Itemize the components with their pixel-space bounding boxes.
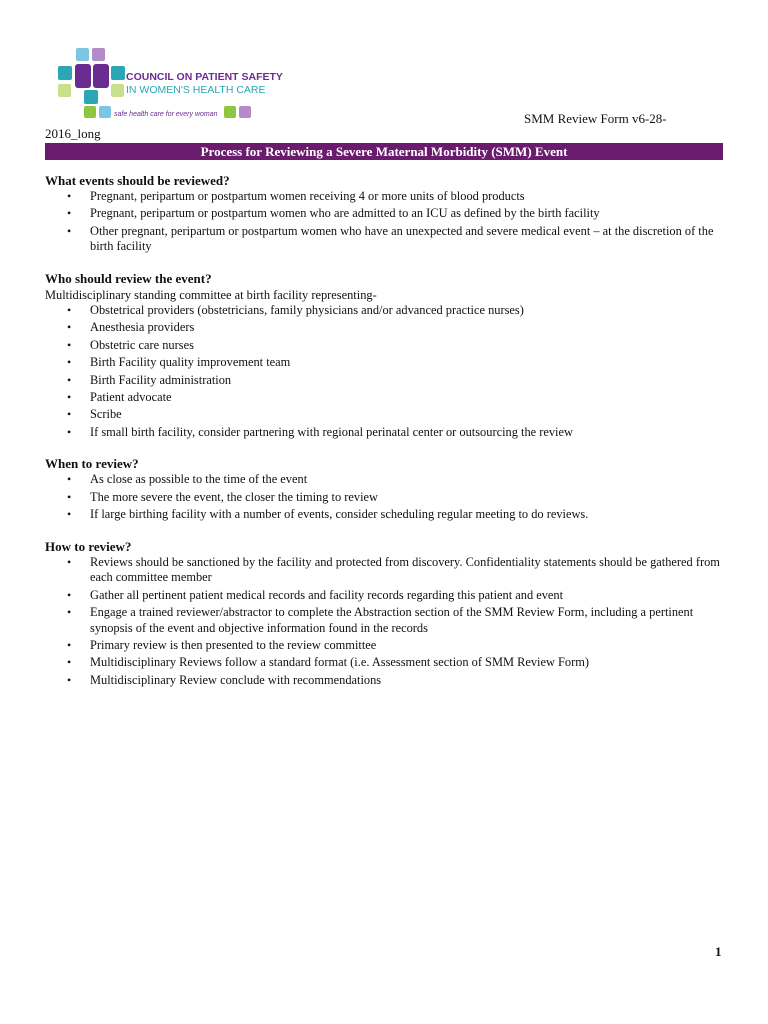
- section-intro: Multidisciplinary standing committee at birth facility representing-: [45, 287, 377, 302]
- list-item: • Multidisciplinary Reviews follow a standard format (i.e. Assessment section of SMM Review Form): [45, 655, 725, 671]
- list-item: • Anesthesia providers: [45, 320, 725, 336]
- list-item: • Other pregnant, peripartum or postpartum women who have an unexpected and severe medical event – at the discretion of the birth facility: [45, 224, 725, 255]
- logo-tagline: safe health care for every woman: [114, 111, 218, 118]
- list-item: • Obstetrical providers (obstetricians, family physicians and/or advanced practice nurses): [45, 303, 725, 319]
- bullet-list: [45, 472, 725, 522]
- list-item: • Gather all pertinent patient medical records and facility records regarding this patient and event: [45, 588, 725, 604]
- logo-line1: COUNCIL ON PATIENT SAFETY: [126, 71, 283, 83]
- bullet-list: [45, 555, 725, 689]
- section-what-events: [45, 173, 725, 255]
- list-item: • If large birthing facility with a number of events, consider scheduling regular meeting to do reviews.: [45, 507, 725, 523]
- list-item: • Scribe: [45, 407, 725, 423]
- section-heading: What events should be reviewed?: [45, 173, 230, 188]
- bullet-list: [45, 303, 725, 440]
- list-item: • Engage a trained reviewer/abstractor to complete the Abstraction section of the SMM Review Form, including a pertinent synopsis of the event and objective information found in the records: [45, 605, 725, 636]
- list-item: • Pregnant, peripartum or postpartum women who are admitted to an ICU as defined by the birth facility: [45, 206, 725, 222]
- list-item: • Primary review is then presented to the review committee: [45, 638, 725, 654]
- list-item: • Birth Facility quality improvement team: [45, 355, 725, 371]
- council-logo: [54, 46, 284, 122]
- list-item: • As close as possible to the time of the event: [45, 472, 725, 488]
- page-number: 1: [715, 944, 722, 959]
- list-item: • Patient advocate: [45, 390, 725, 406]
- form-id-line1: SMM Review Form v6-28-: [524, 111, 667, 126]
- list-item: • Multidisciplinary Review conclude with recommendations: [45, 673, 725, 689]
- section-who-reviews: [45, 271, 725, 440]
- section-when-review: [45, 456, 725, 522]
- document-body: [45, 173, 725, 704]
- section-heading: How to review?: [45, 538, 132, 554]
- list-item: • Pregnant, peripartum or postpartum women receiving 4 or more units of blood products: [45, 189, 725, 205]
- list-item: • Obstetric care nurses: [45, 338, 725, 354]
- bullet-list: [45, 189, 725, 255]
- list-item: • Birth Facility administration: [45, 373, 725, 389]
- list-item: • Reviews should be sanctioned by the facility and protected from discovery. Confidentiality statements should be gathered from each committee member: [45, 555, 725, 586]
- title-banner: Process for Reviewing a Severe Maternal Morbidity (SMM) Event: [45, 143, 723, 160]
- section-how-review: [45, 539, 725, 689]
- list-item: • The more severe the event, the closer the timing to review: [45, 490, 725, 506]
- logo-mark-icon: [58, 48, 251, 118]
- form-id-line2: 2016_long: [45, 126, 101, 141]
- list-item: • If small birth facility, consider partnering with regional perinatal center or outsourcing the review: [45, 425, 725, 441]
- section-heading: Who should review the event?: [45, 270, 212, 286]
- section-heading: When to review?: [45, 456, 139, 472]
- logo-line2: IN WOMEN'S HEALTH CARE: [126, 84, 266, 96]
